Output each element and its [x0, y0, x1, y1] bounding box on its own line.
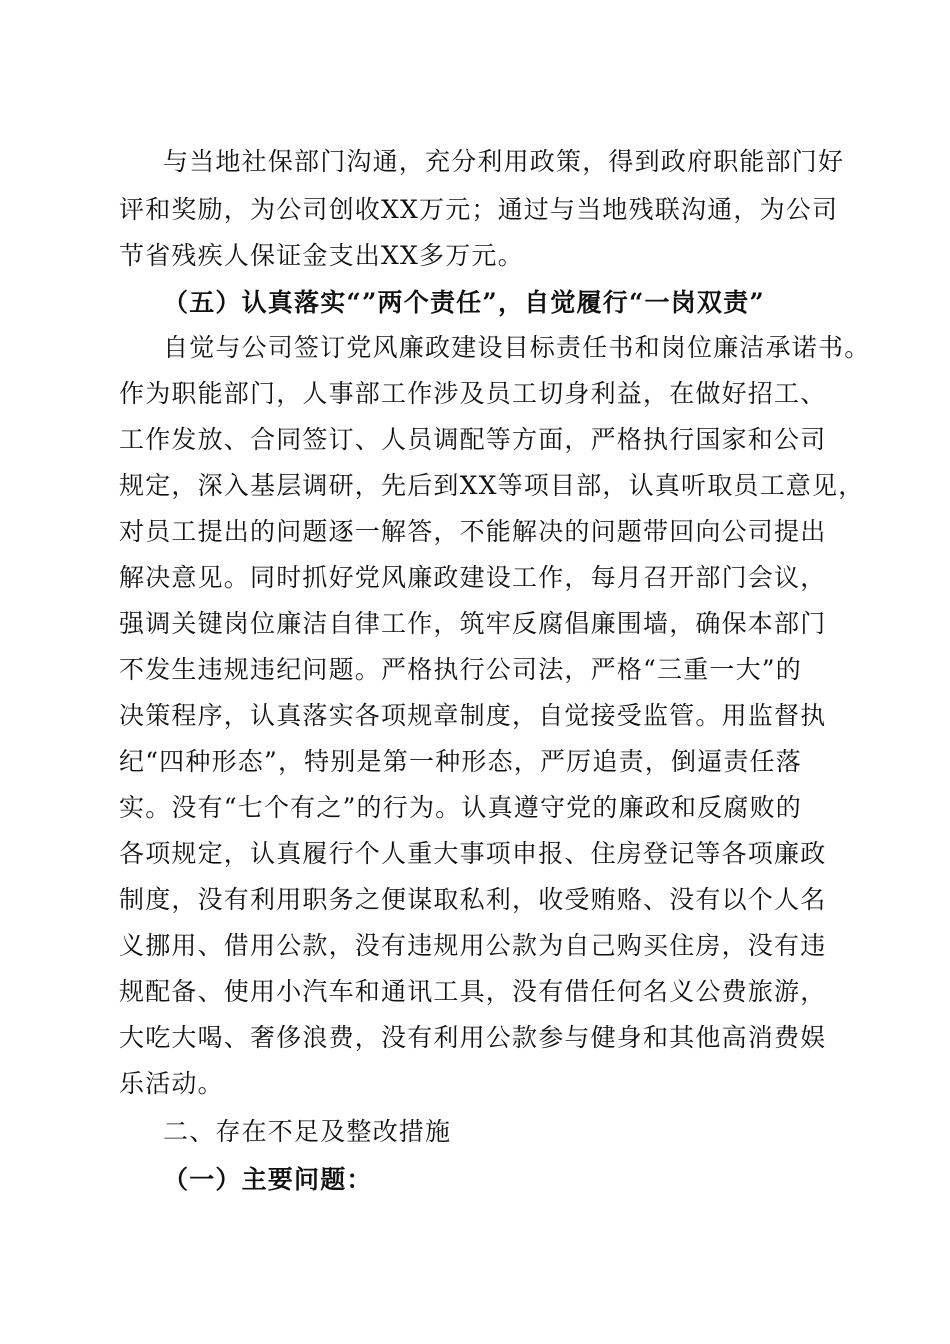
chapter-heading: 二、存在不足及整改措施	[163, 1117, 452, 1146]
paragraph-line: 对员工提出的问题逐一解答，不能解决的问题带回向公司提出	[119, 517, 827, 546]
paragraph-line: 义挪用、借用公款，没有违规用公款为自己购买住房，没有违	[119, 931, 827, 960]
paragraph-line: 作为职能部门，人事部工作涉及员工切身利益，在做好招工、	[119, 379, 827, 408]
paragraph-line: 节省残疾人保证金支出XX多万元。	[119, 241, 524, 270]
paragraph-line: 规配备、使用小汽车和通讯工具，没有借任何名义公费旅游，	[119, 977, 827, 1006]
paragraph-line: 大吃大喝、奢侈浪费，没有利用公款参与健身和其他高消费娱	[119, 1023, 827, 1052]
paragraph-line: 规定，深入基层调研，先后到XX等项目部，认真听取员工意见，	[119, 471, 865, 500]
subsection-heading: （一）主要问题：	[163, 1165, 373, 1194]
paragraph-line: 制度，没有利用职务之便谋取私利，收受贿赂、没有以个人名	[119, 885, 827, 914]
paragraph-line: 决策程序，认真落实各项规章制度，自觉接受监管。用监督执	[119, 701, 827, 730]
paragraph-line: 工作发放、合同签订、人员调配等方面，严格执行国家和公司	[119, 425, 827, 454]
paragraph-line: 乐活动。	[119, 1069, 224, 1098]
paragraph-line: 与当地社保部门沟通，充分利用政策，得到政府职能部门好	[163, 147, 845, 176]
paragraph-line: 不发生违规违纪问题。严格执行公司法，严格“三重一大”的	[119, 655, 802, 684]
paragraph-line: 各项规定，认真履行个人重大事项申报、住房登记等各项廉政	[119, 839, 827, 868]
paragraph-line: 评和奖励，为公司创收XX万元；通过与当地残联沟通，为公司	[119, 195, 839, 224]
paragraph-line: 自觉与公司签订党风廉政建设目标责任书和岗位廉洁承诺书。	[163, 333, 871, 362]
section-heading: （五）认真落实“”两个责任”，自觉履行“一岗双责”	[163, 288, 765, 317]
paragraph-line: 强调关键岗位廉洁自律工作，筑牢反腐倡廉围墙，确保本部门	[119, 609, 827, 638]
paragraph-line: 实。没有“七个有之”的行为。认真遵守党的廉政和反腐败的	[119, 793, 802, 822]
paragraph-line: 纪“四种形态”，特别是第一种形态，严厉追责，倒逼责任落	[119, 747, 802, 776]
paragraph-line: 解决意见。同时抓好党风廉政建设工作，每月召开部门会议，	[119, 563, 827, 592]
